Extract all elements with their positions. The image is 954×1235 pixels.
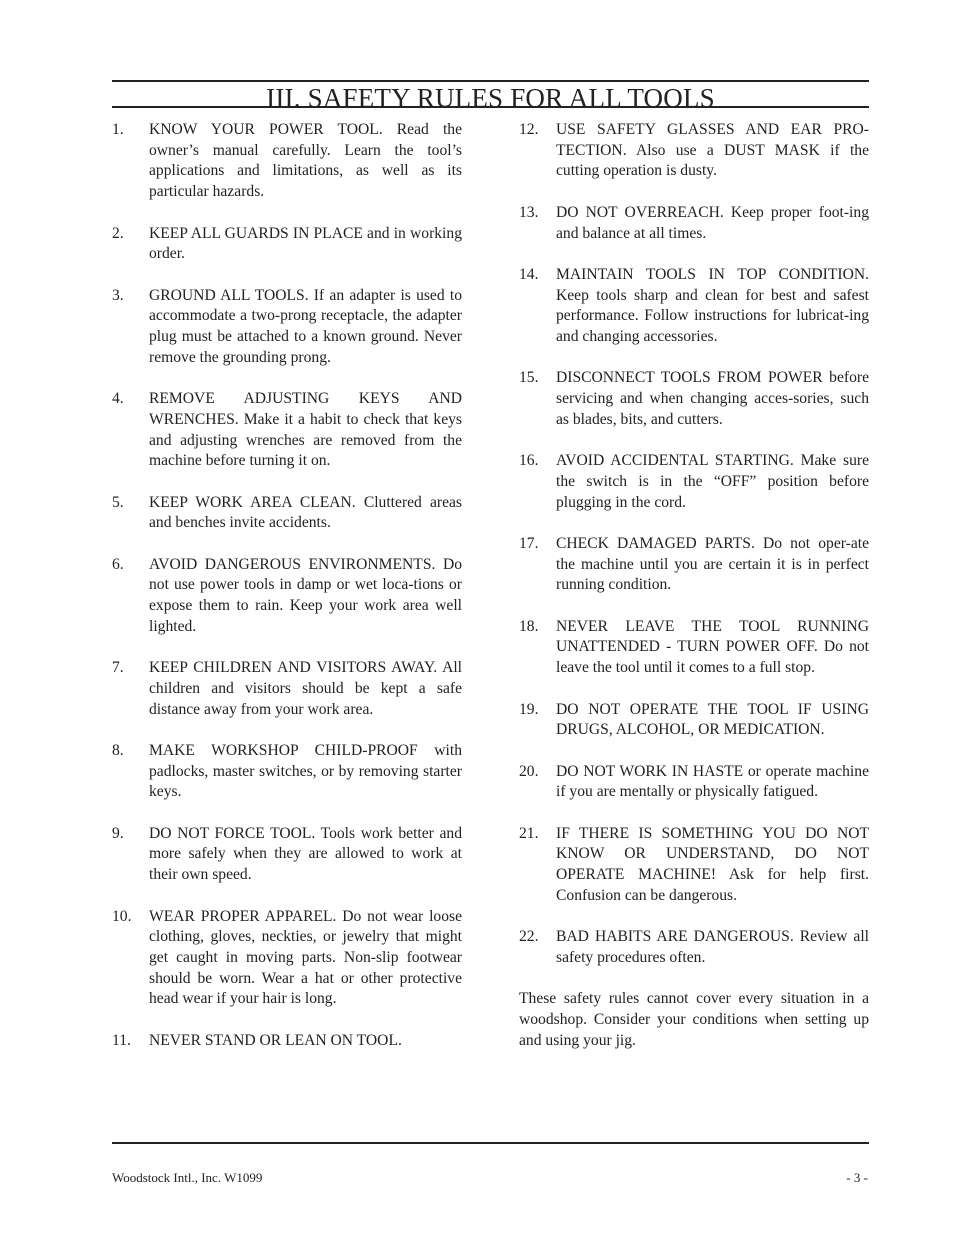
rule-item-8	[112, 741, 462, 803]
rules-column-right	[519, 120, 869, 1051]
rule-number: 11.	[112, 1031, 131, 1049]
rule-text: AVOID ACCIDENTAL STARTING. Make sure the switch is in the “OFF” position before plugging in the cord.	[556, 452, 869, 511]
rule-item-2	[112, 224, 462, 265]
rule-item-3	[112, 286, 462, 369]
rule-text: USE SAFETY GLASSES AND EAR PRO-TECTION. Also use a DUST MASK if the cutting operation is dusty.	[556, 121, 869, 180]
rule-item-1	[112, 120, 462, 203]
rule-number: 9.	[112, 824, 124, 842]
rule-number: 10.	[112, 907, 132, 925]
rule-number: 16.	[519, 452, 539, 470]
rule-item-17	[519, 534, 869, 596]
rule-text: KEEP CHILDREN AND VISITORS AWAY. All children and visitors should be kept a safe distance away from your work area.	[149, 659, 462, 718]
rule-item-14	[519, 265, 869, 348]
rule-number: 20.	[519, 762, 539, 780]
rule-text: DO NOT WORK IN HASTE or operate machine if you are mentally or physically fatigued.	[556, 762, 869, 801]
rule-number: 1.	[112, 121, 124, 138]
rule-text: GROUND ALL TOOLS. If an adapter is used to accommodate a two-prong receptacle, the adapter plug must be attached to a known ground. Never remove the grounding prong.	[149, 286, 462, 366]
rule-text: REMOVE ADJUSTING KEYS AND WRENCHES. Make it a habit to check that keys and adjusting wrenches are removed from the machine before turning it on.	[149, 390, 462, 470]
rule-item-11	[112, 1031, 462, 1052]
rule-item-19	[519, 700, 869, 741]
page-title: III. SAFETY RULES FOR ALL TOOLS	[266, 83, 715, 113]
rule-number: 3.	[112, 286, 124, 304]
rule-number: 5.	[112, 493, 124, 511]
rule-item-12	[519, 120, 869, 182]
rule-number: 17.	[519, 534, 539, 552]
title-bottom-rule	[112, 106, 869, 108]
rule-item-20	[519, 762, 869, 803]
rule-item-18	[519, 617, 869, 679]
rule-item-10	[112, 907, 462, 1011]
rule-text: KEEP ALL GUARDS IN PLACE and in working order.	[149, 224, 462, 263]
rule-text: WEAR PROPER APPAREL. Do not wear loose clothing, gloves, neckties, or jewelry that might get caught in moving parts. Non-slip footwear should be worn. Wear a hat or other protective head wear if your hair is long.	[149, 907, 462, 1008]
rule-text: KNOW YOUR POWER TOOL. Read the owner’s manual carefully. Learn the tool’s applications and limitations, as well as its particular hazards.	[149, 121, 462, 201]
rule-number: 13.	[519, 203, 539, 221]
rule-text: MAKE WORKSHOP CHILD-PROOF with padlocks, master switches, or by removing starter keys.	[149, 741, 462, 801]
rule-item-16	[519, 451, 869, 513]
rule-item-9	[112, 824, 462, 886]
rule-text: DISCONNECT TOOLS FROM POWER before servicing and when changing acces-sories, such as blades, bits, and cutters.	[556, 369, 869, 428]
rule-number: 12.	[519, 121, 539, 138]
rules-column-left	[112, 120, 462, 1072]
rule-number: 7.	[112, 659, 124, 677]
rule-item-5	[112, 493, 462, 534]
rule-text: DO NOT FORCE TOOL. Tools work better and more safely when they are allowed to work at their own speed.	[149, 824, 462, 884]
rule-number: 22.	[519, 928, 539, 946]
rule-text: NEVER STAND OR LEAN ON TOOL.	[149, 1031, 402, 1049]
footer-page-number: - 3 -	[846, 1170, 868, 1185]
rule-text: CHECK DAMAGED PARTS. Do not oper-ate the machine until you are certain it is in perfect running condition.	[556, 534, 869, 594]
rule-text: MAINTAIN TOOLS IN TOP CONDITION. Keep tools sharp and clean for best and safest performance. Follow instructions for lubricat-ing and changing accessories.	[556, 265, 869, 345]
rule-number: 14.	[519, 265, 539, 283]
rule-number: 18.	[519, 617, 539, 635]
closing-paragraph: These safety rules cannot cover every situation in a woodshop. Consider your conditions when setting up and using your jig.	[519, 990, 869, 1049]
rule-item-22	[519, 927, 869, 968]
rule-number: 21.	[519, 824, 539, 842]
rule-number: 19.	[519, 700, 539, 718]
rule-number: 8.	[112, 741, 124, 759]
footer-company: Woodstock Intl., Inc. W1099	[112, 1170, 263, 1185]
rule-number: 6.	[112, 555, 124, 573]
rule-number: 15.	[519, 369, 539, 387]
rule-text: NEVER LEAVE THE TOOL RUNNING UNATTENDED - TURN POWER OFF. Do not leave the tool until it comes to a full stop.	[556, 617, 869, 677]
rule-text: DO NOT OVERREACH. Keep proper foot-ing and balance at all times.	[556, 203, 869, 242]
rule-text: BAD HABITS ARE DANGEROUS. Review all safety procedures often.	[556, 928, 869, 966]
rule-item-13	[519, 203, 869, 244]
rule-item-21	[519, 824, 869, 907]
rule-text: IF THERE IS SOMETHING YOU DO NOT KNOW OR UNDERSTAND, DO NOT OPERATE MACHINE! Ask for help first. Confusion can be dangerous.	[556, 824, 869, 904]
rule-number: 4.	[112, 390, 124, 408]
rule-item-6	[112, 555, 462, 638]
rule-item-15	[519, 368, 869, 430]
rule-item-7	[112, 658, 462, 720]
rule-item-4	[112, 389, 462, 472]
footer-rule	[112, 1142, 869, 1144]
rule-number: 2.	[112, 224, 124, 242]
rule-text: AVOID DANGEROUS ENVIRONMENTS. Do not use power tools in damp or wet loca-tions or expose them to rain. Keep your work area well lighted.	[149, 555, 462, 635]
rule-text: KEEP WORK AREA CLEAN. Cluttered areas and benches invite accidents.	[149, 493, 462, 532]
rule-text: DO NOT OPERATE THE TOOL IF USING DRUGS, ALCOHOL, OR MEDICATION.	[556, 700, 869, 739]
